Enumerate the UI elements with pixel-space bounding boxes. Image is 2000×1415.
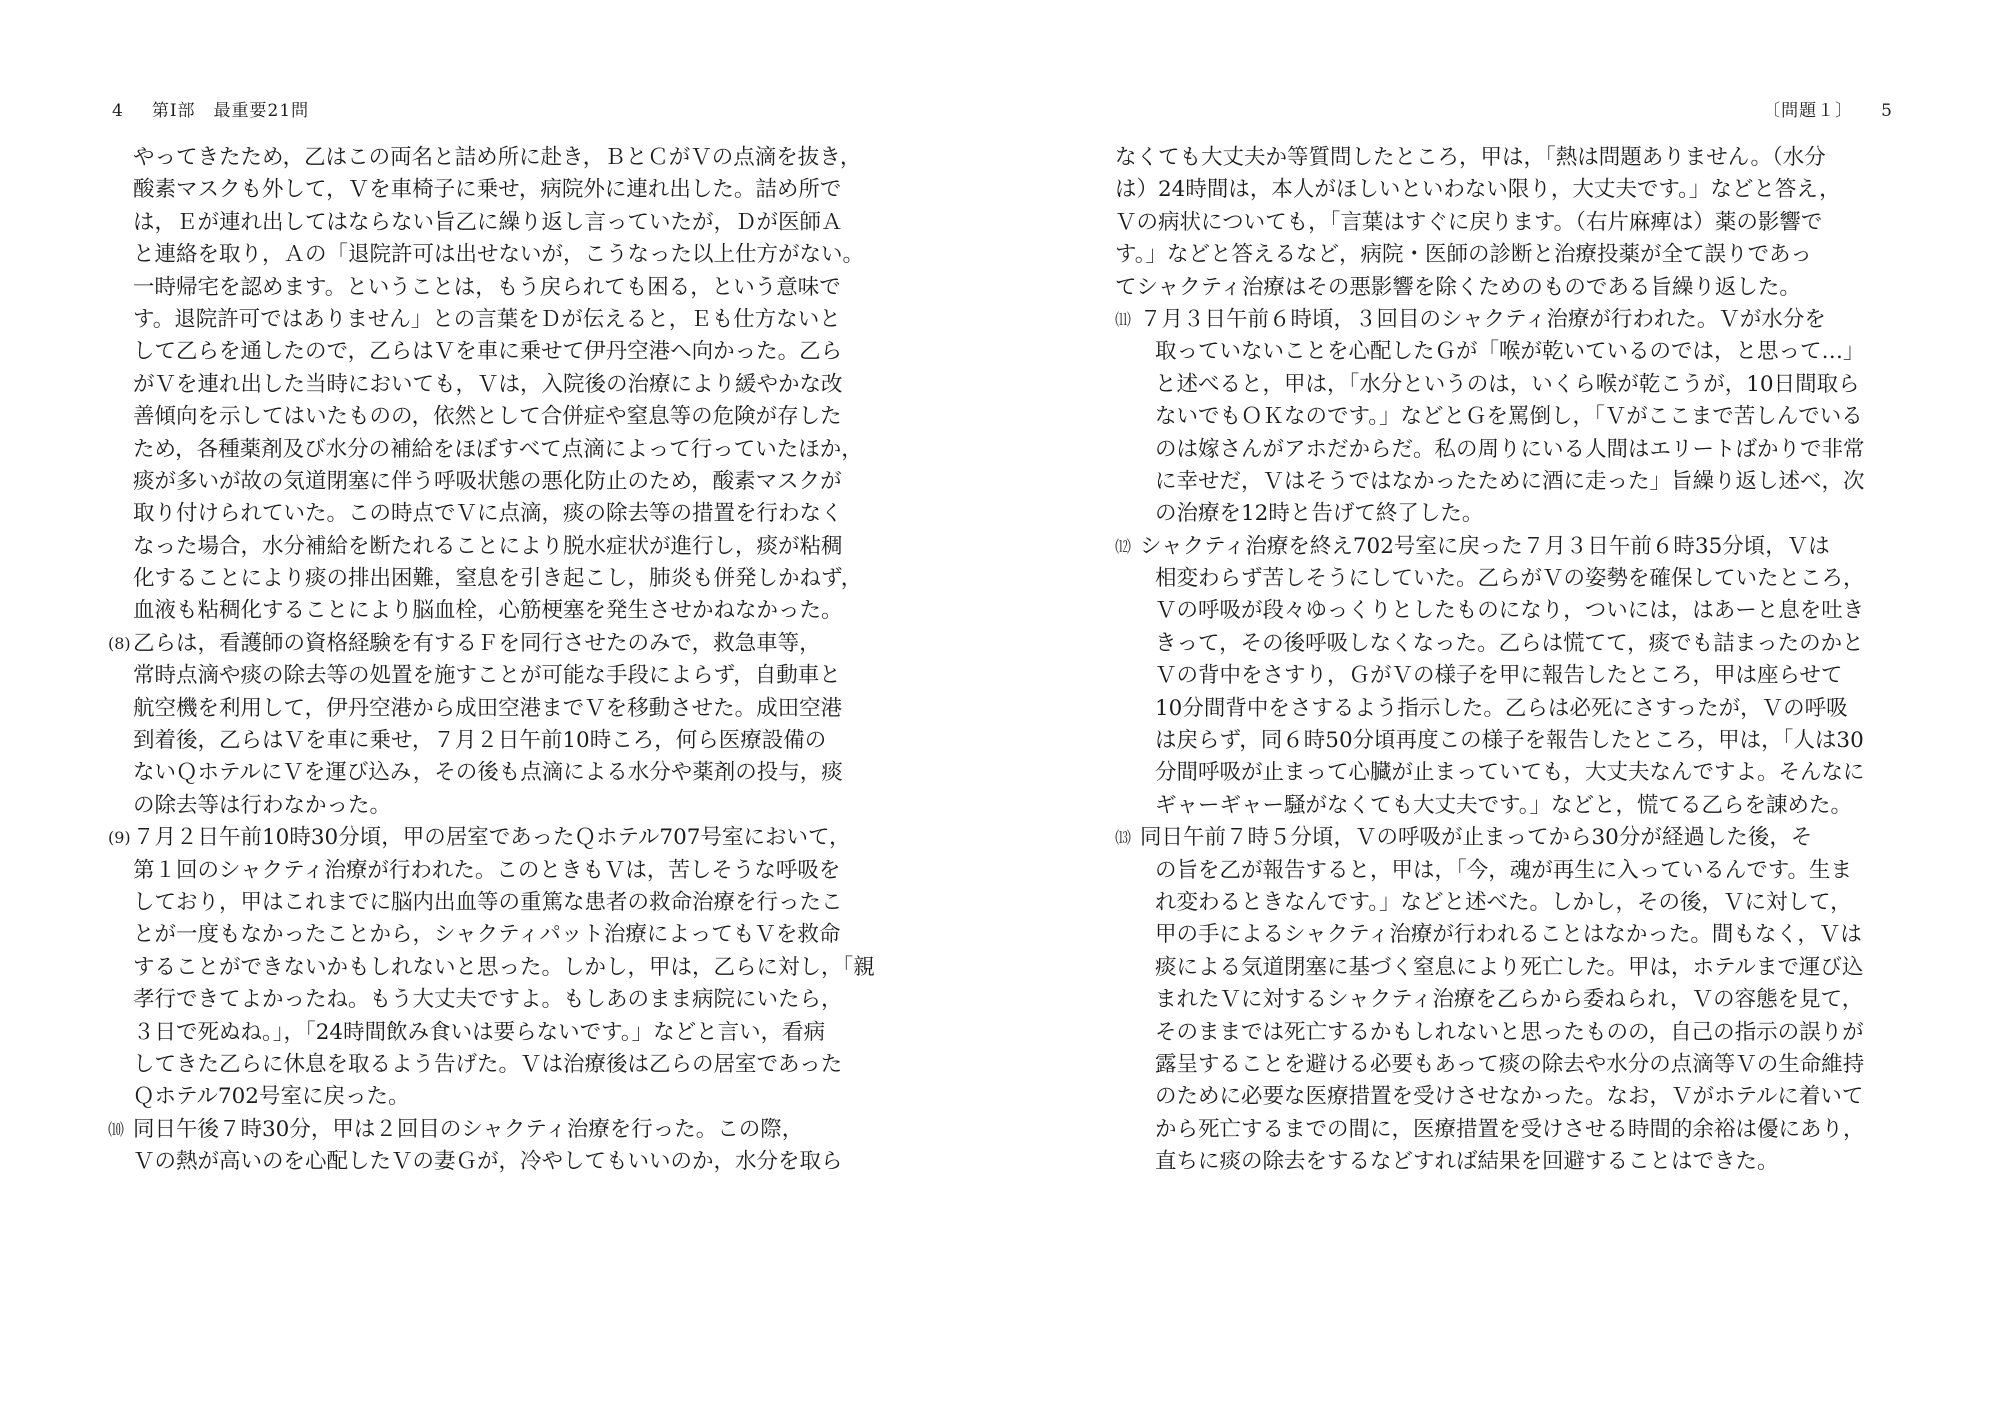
- text-line: [108, 822, 878, 854]
- running-head: 第Ⅰ部 最重要21問: [151, 101, 310, 121]
- text-line: [1115, 498, 1890, 530]
- line-text: 痰が多いが故の気道閉塞に伴う呼吸状態の悪化防止のため，酸素マスクが: [133, 468, 842, 494]
- text-line: [108, 595, 878, 627]
- line-text: 一時帰宅を認めます。ということは，もう戻られても困る，という意味で: [133, 274, 841, 300]
- line-text: 血液も粘稠化することにより脳血栓，心筋梗塞を発生させかねなかった。: [133, 598, 843, 624]
- line-text: そのままでは死亡するかもしれないと思ったものの，自己の指示の誤りが: [1155, 1019, 1864, 1045]
- text-line: [108, 142, 878, 174]
- line-text: ３日で死ぬね。」，「24時間飲み食いは要らないです。」などと言い，看病: [133, 1019, 826, 1045]
- line-text: まれたＶに対するシャクティ治療を乙らから委ねられ，Ｖの容態を見て，: [1155, 987, 1864, 1013]
- line-text: に幸せだ，Ｖはそうではなかったために酒に走った」旨繰り返し述べ，次: [1155, 468, 1865, 494]
- text-line: [1115, 1017, 1890, 1049]
- line-text: ないでもＯＫなのです。」などとＧを罵倒し，「Ｖがここまで苦しんでいる: [1155, 404, 1863, 430]
- text-line: [108, 628, 878, 660]
- line-text: 酸素マスクも外して，Ｖを車椅子に乗せ，病院外に連れ出した。詰め所で: [133, 177, 842, 203]
- text-line: [1115, 531, 1890, 563]
- text-line: [108, 984, 878, 1016]
- line-text: Ｖの背中をさすり，ＧがＶの様子を甲に報告したところ，甲は座らせて: [1155, 663, 1843, 689]
- line-text: なくても大丈夫か等質問したところ，甲は，「熱は問題ありません。（水分: [1115, 145, 1826, 170]
- text-line: [108, 887, 878, 919]
- line-text: 10分間背中をさするよう指示した。乙らは必死にさすったが，Ｖの呼吸: [1155, 695, 1848, 721]
- line-text: やってきたため，乙はこの両名と詰め所に赴き，ＢとＣがＶの点滴を抜き，: [133, 145, 862, 170]
- text-line: [1115, 822, 1890, 854]
- text-line: [1115, 563, 1890, 595]
- text-line: [1115, 595, 1890, 627]
- line-text: がＶを連れ出した当時においても，Ｖは，入院後の治療により緩やかな改: [133, 371, 843, 397]
- line-text: ないＱホテルにＶを運び込み，その後も点滴による水分や薬剤の投与，痰: [133, 760, 843, 786]
- paragraph-number: ⑿: [1115, 536, 1132, 556]
- text-line: [1115, 1049, 1890, 1081]
- line-text: シャクティ治療を終え702号室に戻った７月３日午前６時35分頃，Ｖは: [1140, 533, 1830, 559]
- page-number: 5: [1881, 101, 1893, 121]
- text-line: [108, 919, 878, 951]
- paragraph-number: (9): [108, 828, 131, 848]
- text-line: [1115, 984, 1890, 1016]
- line-text: することができないかもしれないと思った。しかし，甲は，乙らに対し，「親: [133, 954, 875, 980]
- text-line: [108, 272, 878, 304]
- line-text: 同日午後７時30分，甲は２回目のシャクティ治療を行った。この際，: [133, 1116, 804, 1142]
- text-line: [1115, 174, 1890, 206]
- text-line: [1115, 693, 1890, 725]
- text-line: [1115, 757, 1890, 789]
- line-text: Ｖの熱が高いのを心配したＶの妻Ｇが，冷やしてもいいのか，水分を取ら: [133, 1149, 843, 1175]
- text-line: [1115, 952, 1890, 984]
- line-text: しており，甲はこれまでに脳内出血等の重篤な患者の救命治療を行ったこ: [133, 889, 843, 915]
- text-line: [1115, 369, 1890, 401]
- text-line: [1115, 887, 1890, 919]
- line-text: の治療を12時と告げて終了した。: [1155, 501, 1484, 527]
- line-text: は戻らず，同６時50分頃再度この様子を報告したところ，甲は，「人は30: [1155, 728, 1864, 754]
- text-line: [108, 855, 878, 887]
- line-text: てシャクティ治療はその悪影響を除くためのものである旨繰り返した。: [1115, 274, 1801, 300]
- line-text: Ｑホテル702号室に戻った。: [133, 1084, 410, 1110]
- line-text: 化することにより痰の排出困難，窒息を引き起こし，肺炎も併発しかねず，: [133, 566, 863, 592]
- text-line: [1115, 660, 1890, 692]
- line-text: は，Ｅが連れ出してはならない旨乙に繰り返し言っていたが，Ｄが医師Ａ: [133, 209, 843, 235]
- line-text: の旨を乙が報告すると，甲は，「今，魂が再生に入っているんです。生ま: [1155, 857, 1853, 883]
- running-head: 〔問題１〕: [1763, 101, 1854, 121]
- text-line: [1115, 919, 1890, 951]
- left-page-body: [108, 142, 878, 1179]
- text-line: [108, 725, 878, 757]
- paragraph-number: ⑽: [108, 1119, 125, 1139]
- text-line: [1115, 628, 1890, 660]
- text-line: [108, 531, 878, 563]
- text-line: [1115, 239, 1890, 271]
- line-text: 相変わらず苦しそうにしていた。乙らがＶの姿勢を確保していたところ，: [1155, 566, 1865, 592]
- text-line: [108, 239, 878, 271]
- text-line: [1115, 434, 1890, 466]
- line-text: 同日午前７時５分頃，Ｖの呼吸が止まってから30分が経過した後，そ: [1140, 825, 1813, 851]
- right-page: [1000, 0, 2000, 1415]
- line-text: なった場合，水分補給を断たれることにより脱水症状が進行し，痰が粘稠: [133, 533, 843, 559]
- right-page-body: [1115, 142, 1890, 1179]
- paragraph-number: ⑾: [1115, 309, 1132, 329]
- line-text: Ｖの呼吸が段々ゆっくりとしたものになり，ついには，はあーと息を吐き: [1155, 598, 1865, 624]
- text-line: [108, 1049, 878, 1081]
- line-text: 孝行できてよかったね。もう大丈夫ですよ。もしあのまま病院にいたら，: [133, 987, 843, 1013]
- text-line: [1115, 790, 1890, 822]
- text-line: [1115, 142, 1890, 174]
- line-text: 取っていないことを心配したＧが「喉が乾いているのでは，と思って…」: [1155, 339, 1865, 365]
- line-text: 善傾向を示してはいたものの，依然として合併症や窒息等の危険が存した: [133, 404, 842, 430]
- line-text: のは嫁さんがアホだからだ。私の周りにいる人間はエリートばかりで非常: [1155, 436, 1865, 462]
- line-text: 甲の手によるシャクティ治療が行われることはなかった。間もなく，Ｖは: [1155, 922, 1862, 948]
- text-line: [108, 693, 878, 725]
- line-text: から死亡するまでの間に，医療措置を受けさせる時間的余裕は優にあり，: [1155, 1116, 1865, 1142]
- line-text: ため，各種薬剤及び水分の補給をほぼすべて点滴によって行っていたほか，: [133, 436, 863, 462]
- text-line: [108, 498, 878, 530]
- paragraph-number: (8): [108, 633, 131, 653]
- text-line: [108, 369, 878, 401]
- line-text: きって，その後呼吸しなくなった。乙らは慌てて，痰でも詰まったのかと: [1155, 630, 1864, 656]
- line-text: 常時点滴や痰の除去等の処置を施すことが可能な手段によらず，自動車と: [133, 663, 841, 689]
- text-line: [1115, 1114, 1890, 1146]
- line-text: ７月３日午前６時頃，３回目のシャクティ治療が行われた。Ｖが水分を: [1140, 306, 1826, 332]
- text-line: [108, 304, 878, 336]
- text-line: [108, 401, 878, 433]
- text-line: [1115, 1081, 1890, 1113]
- text-line: [1115, 272, 1890, 304]
- text-line: [108, 660, 878, 692]
- text-line: [108, 1017, 878, 1049]
- text-line: [1115, 304, 1890, 336]
- text-line: [1115, 725, 1890, 757]
- line-text: 分間呼吸が止まって心臓が止まっていても，大丈夫なんですよ。そんなに: [1155, 760, 1865, 786]
- line-text: 到着後，乙らはＶを車に乗せ，７月２日午前10時ころ，何ら医療設備の: [133, 728, 827, 754]
- line-text: ギャーギャー騒がなくても大丈夫です。」などと，慌てる乙らを諌めた。: [1155, 792, 1853, 818]
- paragraph-number: ⒀: [1115, 828, 1132, 848]
- line-text: とが一度もなかったことから，シャクティパット治療によってもＶを救命: [133, 922, 841, 948]
- text-line: [108, 757, 878, 789]
- line-text: は）24時間は，本人がほしいといわない限り，大丈夫です。」などと答え，: [1115, 177, 1841, 203]
- line-text: のために必要な医療措置を受けさせなかった。なお，Ｖがホテルに着いて: [1155, 1084, 1864, 1110]
- text-line: [1115, 336, 1890, 368]
- line-text: ７月２日午前10時30分頃，甲の居室であったＱホテル707号室において，: [133, 825, 851, 851]
- page-number: 4: [112, 101, 124, 121]
- line-text: 航空機を利用して，伊丹空港から成田空港までＶを移動させた。成田空港: [133, 695, 843, 721]
- line-text: してきた乙らに休息を取るよう告げた。Ｖは治療後は乙らの居室であった: [133, 1051, 843, 1077]
- line-text: 痰による気道閉塞に基づく窒息により死亡した。甲は，ホテルまで運び込: [1155, 954, 1864, 980]
- text-line: [108, 174, 878, 206]
- text-line: [108, 952, 878, 984]
- text-line: [108, 1114, 878, 1146]
- text-line: [108, 466, 878, 498]
- text-line: [108, 1081, 878, 1113]
- text-line: [108, 1146, 878, 1178]
- line-text: 直ちに痰の除去をするなどすれば結果を回避することはできた。: [1155, 1149, 1779, 1175]
- text-line: [108, 434, 878, 466]
- line-text: 露呈することを避ける必要もあって痰の除去や水分の点滴等Ｖの生命維持: [1155, 1051, 1865, 1077]
- text-line: [1115, 207, 1890, 239]
- line-text: と連絡を取り，Ａの「退院許可は出せないが，こうなった以上仕方がない。: [133, 242, 865, 268]
- text-line: [1115, 466, 1890, 498]
- text-line: [1115, 1146, 1890, 1178]
- line-text: Ｖの病状についても，「言葉はすぐに戻ります。（右片麻痺は）薬の影響で: [1115, 209, 1823, 235]
- text-line: [108, 207, 878, 239]
- line-text: 第１回のシャクティ治療が行われた。このときもＶは，苦しそうな呼吸を: [133, 857, 841, 883]
- right-page-header: [1763, 96, 1893, 121]
- text-line: [108, 563, 878, 595]
- text-line: [1115, 855, 1890, 887]
- text-line: [108, 336, 878, 368]
- text-line: [1115, 401, 1890, 433]
- line-text: と述べると，甲は，「水分というのは，いくら喉が乾こうが，10日間取ら: [1155, 371, 1860, 397]
- line-text: れ変わるときなんです。」などと述べた。しかし，その後，Ｖに対して，: [1155, 889, 1852, 915]
- line-text: す。退院許可ではありません」との言葉をＤが伝えると，Ｅも仕方ないと: [133, 306, 841, 332]
- line-text: 取り付けられていた。この時点でＶに点滴，痰の除去等の措置を行わなく: [133, 501, 843, 527]
- line-text: の除去等は行わなかった。: [133, 792, 392, 818]
- text-line: [108, 790, 878, 822]
- line-text: して乙らを通したので，乙らはＶを車に乗せて伊丹空港へ向かった。乙ら: [133, 339, 843, 365]
- line-text: す。」などと答えるなど，病院・医師の診断と治療投薬が全て誤りであっ: [1115, 242, 1812, 268]
- left-page-header: [112, 96, 309, 121]
- line-text: 乙らは，看護師の資格経験を有するＦを同行させたのみで，救急車等，: [133, 630, 821, 656]
